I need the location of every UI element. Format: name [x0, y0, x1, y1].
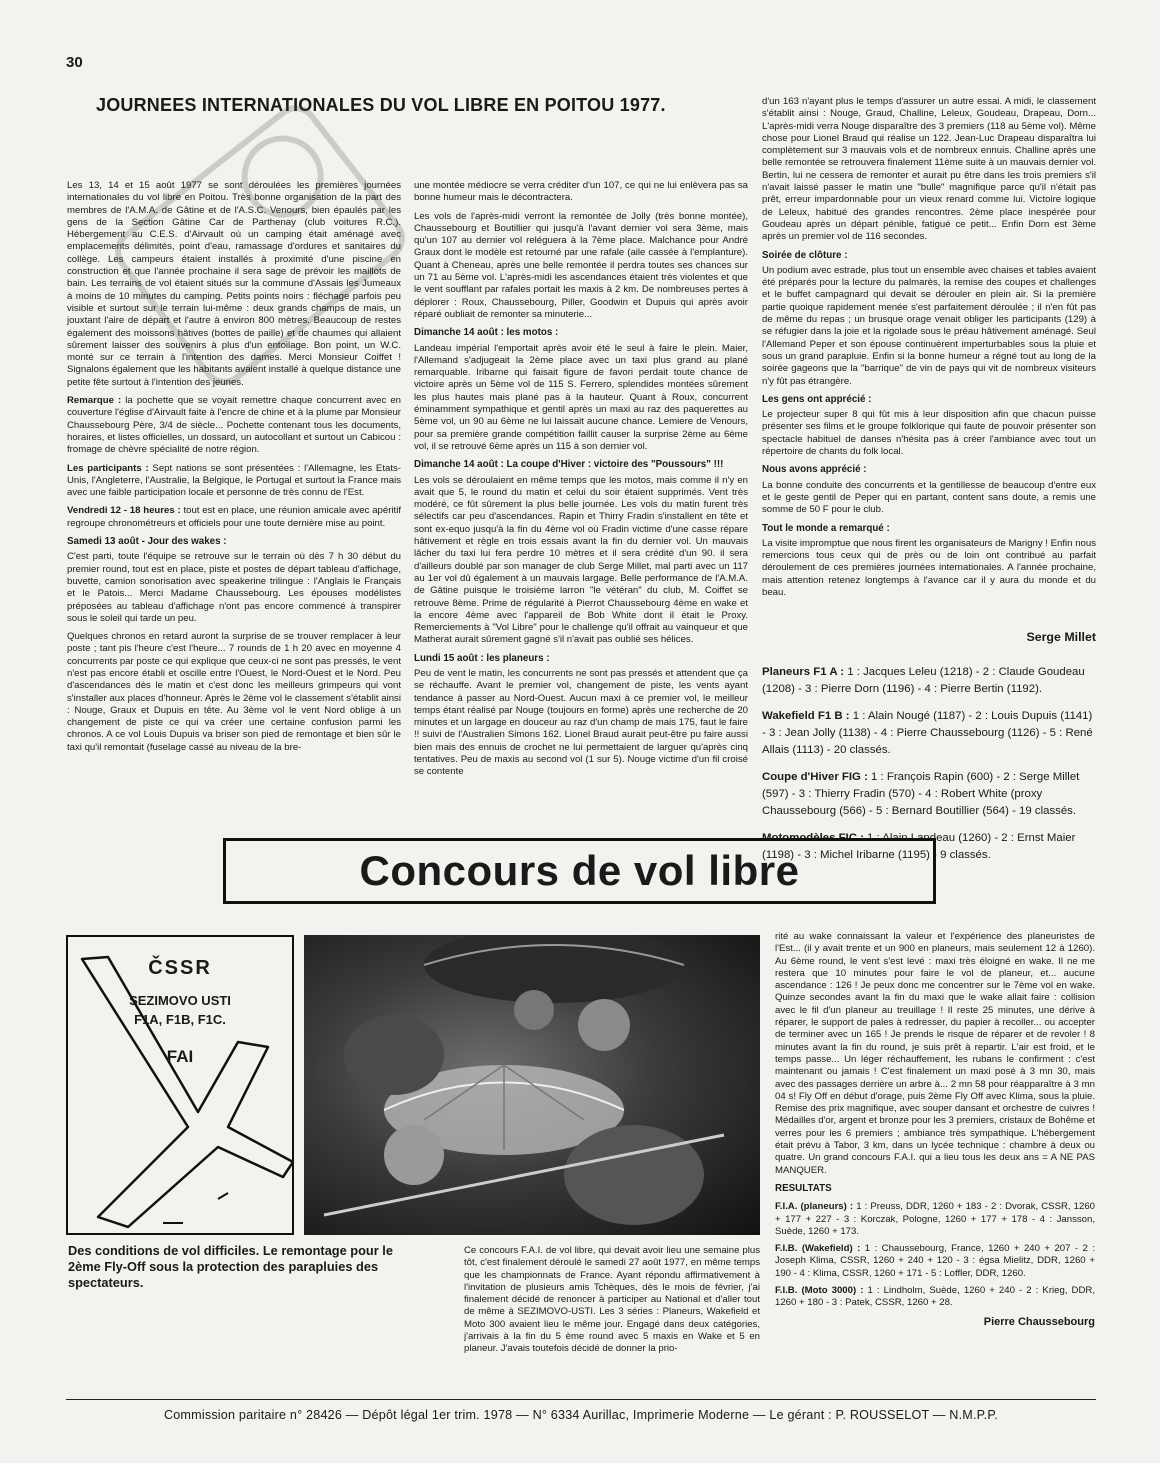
cssr-location: SEZIMOVO USTI [129, 993, 231, 1008]
paragraph: Les vols de l'après-midi verront la remontée de Jolly (très bonne montée), Chaussebourg et Boutillier qui jusqu'à l'avant dernier vol sera 3ème, mais qu'un 107 au dernier vol reléguera à la 7ème place. Malchance pour André Graux dont le modèle est retourné par une rafale (aile cassée à l'emplanture). Quant à Cheneau, après une belle remontée il perdra toutes ses chances sur un 71 au 5ème vol. L'après-midi les ascendances étaient très violentes et que le vent soufflant par rafales portait les maxis à 2 km. De nombreuses pertes à déplorer : Roux, Chaussebourg, Piller, Goodwin et Dupuis qui après avoir réparé oubliait de remonter sa minuterie... [414, 210, 748, 320]
result-category: Wakefield F1 B : [762, 710, 850, 722]
article-column-3 [762, 96, 1096, 596]
author-signature-2: Pierre Chaussebourg [983, 1315, 1095, 1328]
paragraph: Peu de vent le matin, les concurrents ne sont pas pressés et attendent que ça se réchauffe. Avant le premier vol, changement de piste, les vents ayant tendance à passer au Nord-Ouest. Aucun maxi à ce premier vol, le meilleur temps étant réalisé par Nouge (toujours en forme) après une recherche de 20 minutes et un largage en douceur au raz d'un champ de mais 175, faut le faire !! suivi de l'Australien Simons 162. Lionel Braud aurait peut-être pu faire aussi bien mais des ennuis de crochet ne lui permettaient de larguer qu'après cinq tentatives. Peu de maxis au second vol (1 sur 5). Nouge victime d'un fil croisé se contente [414, 667, 748, 778]
page-number: 30 [66, 54, 83, 71]
footer-legal: Commission paritaire n° 28426 — Dépôt légal 1er trim. 1978 — N° 6334 Aurillac, Imprimerie Moderne — Le gérant : P. ROUSSELOT — N.M.P.P. [163, 1408, 999, 1422]
paragraph-label: Remarque : [67, 395, 122, 407]
section-heading: Les gens ont apprécié : [762, 393, 872, 405]
result-category: F.I.B. (Wakefield) : [775, 1243, 861, 1255]
section-heading: Lundi 15 août : les planeurs : [414, 652, 550, 664]
footer-divider [66, 1399, 1096, 1400]
article-title: JOURNEES INTERNATIONALES DU VOL LIBRE EN POITOU 1977. [96, 95, 666, 115]
result-category: Motomodèles FIC : [762, 832, 864, 844]
cssr-article-column-1 [464, 1245, 760, 1380]
section-heading: Tout le monde a remarqué : [762, 522, 890, 534]
section-banner [223, 838, 936, 904]
cssr-results [775, 1183, 1095, 1328]
paragraph: Vendredi 12 - 18 heures : tout est en place, une réunion amicale avec apéritif regroupe chronométreurs et officiels pour une toute dernière mise au point. [67, 505, 401, 529]
paragraph: d'un 163 n'ayant plus le temps d'assurer un autre essai. A midi, le classement s'établit ainsi : Nouge, Graud, Challine, Leleux, Goudeau, Drapeau, Dorn... L'après-midi verra Nouge disparaître des 3 premiers (118 au 5ème vol). Même chose pour Lionel Braud qui réalise un 122. Jean-Luc Drapeau disparaîtra lui complètement sur 3 mauvais vols et de nombreux ennuis. Challine après une belle remontée se retrouvera finalement 11ème suite à un mauvais dernier vol. Bertin, lui ne cessera de remonter et aurait pu être dans les trois premiers s'il n'avait laissé passer le matin une "bulle" magnifique parce qu'il n'était pas prêt, erreur impardonnable pour un vieux renard comme lui. Victoire logique de Leleux, habitué des grandes rencontres. 2ème place inespérée pour Goudeau après un départ pénible, fatigué ce petit... Enfin Dorn est 3ème après un premier vol de 116 secondes. [762, 96, 1096, 243]
section-heading: Soirée de clôture : [762, 249, 848, 261]
section-heading: Nous avons apprécié : [762, 464, 867, 476]
paragraph-label: Les participants : [67, 462, 149, 474]
paragraph: La visite impromptue que nous firent les organisateurs de Marigny ! Enfin nous remercions tous ceux qui de près ou de loin ont contribué au parfait déroulement de ces premières journées internationales. A l'année prochaine, mais attention retenez longtemps à l'avance car il y aura du monde et du beau. [762, 537, 1096, 596]
section-heading: Samedi 13 août - Jour des wakes : [67, 536, 227, 548]
umbrella-crowd-photo-icon [304, 935, 760, 1235]
cssr-categories: F1A, F1B, F1C. [134, 1012, 226, 1027]
paragraph: Le projecteur super 8 qui fût mis à leur disposition afin que chacun puisse présenter ses films et le groupe folklorique qui faute de pouvoir présenter son spectacle habituel de danses n'hésita pas à créer l'ambiance avec tout un répertoire de chants du folk local. [762, 409, 1096, 458]
result-entry: F.I.B. (Wakefield) : 1 : Chaussebourg, France, 1260 + 240 + 207 - 2 : Joseph Klima, CSSR, 1260 + 240 + 120 - 3 : égsa Mielitz, DDR, 1260 + 190 - 4 : Klima, CSSR, 1260 + 171 - 5 : Loffler, DDR, 1260. [775, 1243, 1095, 1279]
article-column-1 [67, 180, 401, 830]
cssr-fai: FAI [166, 1047, 194, 1066]
paragraph: Les participants : Sept nations se sont présentées : l'Allemagne, les Etats-Unis, l'Angleterre, l'Australie, la Belgique, le Portugal et surtout la France mais avec une faible participation locale et personne de très connu de l'Est. [67, 462, 401, 499]
paragraph: La bonne conduite des concurrents et la gentillesse de beaucoup d'entre eux et le geste gentil de Peper qui en partant, content sans doute, a remis une somme de 50 F pour le club. [762, 479, 1096, 516]
section-banner-title: Concours de vol libre [359, 847, 800, 894]
section-heading: Dimanche 14 août : les motos : [414, 327, 559, 339]
results-list [762, 625, 1096, 874]
section-heading: Dimanche 14 août : La coupe d'Hiver : victoire des "Poussours" !!! [414, 459, 724, 471]
result-category: Coupe d'Hiver FIG : [762, 771, 868, 783]
article-column-2 [414, 180, 748, 830]
aircraft-silhouette-icon [68, 937, 294, 1235]
result-entry: Planeurs F1 A : 1 : Jacques Leleu (1218) - 2 : Claude Goudeau (1208) - 3 : Pierre Dorn (1196) - 4 : Pierre Bertin (1192). [762, 666, 1085, 695]
paragraph: Landeau impérial l'emportait après avoir été le seul à faire le plein. Maier, l'Allemand s'adjugeait la 2ème place avec un taxi plus grand au plané remarquable. Iribarne qui faisait figure de favori perdait toute chance de victoire après un 5ème vol de 115 S. Ferrero, splendides montées sûrement les plus hautes mais plané pas à la hauteur. Quant à Roux, concurrent éminamment sympathique et gentil après un maxi au raz des paquerettes au 5ème vol, un 90 au 6ème ne lui laissait aucune chance. Lemiere de Venours, pour sa première grande compétition faillit causer la surprise 2ème au 6ème vol, il se retrouvé 6ème après un 115 à son dernier vol. [414, 342, 748, 452]
result-entry: Motomodèles FIC : 1 : Alain Landeau (1260) - 2 : Ernst Maier (1198) - 3 : Michel Iribarne (1195) - 9 classés. [762, 832, 1076, 861]
paragraph: C'est parti, toute l'équipe se retrouve sur le terrain où dès 7 h 30 début du premier round, tout est en place, piste et postes de départ tableau d'affichage, buvette, camion sonorisation avec speakerine trilingue : l'Anglais le Français et le Patois... Merci Madame Chaussebourg. Les épouses modélistes préposées au tableau d'affichage n'ont pas encore commencé à transpirer sous le soleil qui tarde un peu. [67, 551, 401, 624]
paragraph: Les vols se déroulaient en même temps que les motos, mais comme il n'y en avait que 5, le round du matin et celui du soir étaient supprimés. Vent très modéré, ce fût sûrement la plus belle journée. Les vols du matin furent très sélectifs car peu d'ascendances. Rapin et Thirry Fradin s'installent en tête et sont ex-equo jusqu'à la fin du 4ème vol où Fradin victime d'une casse répare hâtivement et règle en trois essais avant la fin du dernier vol. Un mauvais lâcher du taxi lui fera perdre 10 mètres et il sera crédité d'un 90. il sera d'ailleurs doublé par son manager de club Serge Millet, mal parti avec un 117 au 1er vol dû également à un mauvais largage. Belle performance de l'A.M.A. de Gâtine puisque le troisième larron "le vétéran" du club, M. Coiffet se retrouve 8ème. Prime de régularité à Pierrot Chaussebourg 4ème en wake et la encore 4ème avec l'appareil de Bob White dont il était le Proxy. Remerciements à "Vol Libre" pour le challenge qu'il offrait au vainqueur et que Matherat aurait sûrement gagné s'il n'avait pas oublié ses hélices. [414, 474, 748, 646]
paragraph: rité au wake connaissant la valeur et l'expérience des planeuristes de l'Est... (il y avait trente et un 900 en planeurs, mais seulement 12 à 1260). Au 6ème round, le vent s'est levé : maxi très éloigné en wake. Il ne me restera que 10 minutes pour faire le vol de planeur, et... aucune ascendance : 126 ! Je peux donc me concentrer sur le 7ème vol en wake. Quinze secondes avant la fin du maxi que le wake allait faire : collision avec le fil d'un planeur au treuillage ! Il reste 25 minutes, une dérive à réparer, le support de pales à redresser, du papier à recoller... ou accepter de terminer avec un 165 ! Je prends le risque de réparer et de revoler ! 8 minutes avant la fin du round, je suis prêt à repartir. L'air est froid, et le temps passe... Un léger réchauffement, les rubans le confirment : c'est maintenant ou jamais ! C'est finalement un maxi posé à 3 mn 30, mais avec des passages derrière un arbre à... 2 mn 58 pour réapparaître à 3 mn 04 s! Fly Off en début d'orage, puis 2ème Fly Off avec Klima, sous la pluie. Remise des prix magnifique, avec souper dansant et orchestre de cuivres ! Médailles d'or, argent et bronze pour les 3 premiers, cristaux de Bohême et verres pour les 6 premiers ; ambiance très sympathique. L'hébergement était prévu à Tabor, 3 km, dans un lycée technique : chambre à deux ou quatre. Un grand concours F.A.I. qui a lieu tous les deux ans = A NE PAS MANQUER. [775, 931, 1095, 1176]
result-entry: F.I.A. (planeurs) : 1 : Preuss, DDR, 1260 + 183 - 2 : Dvorak, CSSR, 1260 + 177 + 227 - 3 : Korczak, Pologne, 1260 + 177 + 178 - 4 : Jansson, Suède, 1260 + 173. [775, 1201, 1095, 1237]
result-category: F.I.A. (planeurs) : [775, 1201, 854, 1213]
cssr-country: ČSSR [148, 957, 212, 979]
cssr-article-column-2 [775, 931, 1095, 1351]
event-photo [304, 935, 760, 1235]
results-heading: RESULTATS [775, 1182, 832, 1194]
result-category: Planeurs F1 A : [762, 666, 845, 678]
paragraph: Remarque : la pochette que se voyait remettre chaque concurrent avec en couverture l'église d'Airvault faite à l'encre de chine et à la plume par Monsieur Chaussebourg Père, 3/4 de siècle... Pochette contenant tous les documents, horaires, et listes officielles, un dossard, un autocollant et surtout un Cabicou : fromage de chèvre spécialité de notre région. [67, 395, 401, 456]
cssr-emblem [66, 935, 294, 1235]
paragraph: Les 13, 14 et 15 août 1977 se sont déroulées les premières journées internationales du vol libre en Poitou. Très bonne organisation de la part des membres de l'A.M.A. de Gâtine et de l'A.S.C. Venours, bien épaulés par les gens de la Section Gâtine Car de Parthenay (club voitures R.C.). Hébergement au C.E.S. d'Airvault où un camping était aménagé avec emplacements délimités, point d'eau, ramassage d'ordures et sanitaires du collège. Les campeurs étaient installés à proximité d'une piscine en construction et que l'année prochaine il sera sage de prévoir les maillots de bain. Les terrains de vol étaient situés sur la commune d'Assais les Jumeaux à moins de 10 minutes du camping. Petits points noirs : fléchage parfois peu visible et surtout sur le terrain lui-même : deux grands champs de mais, un jouxtant l'aire de départ et l'autre à environ 800 mètres. Beaucoup de restes également des moissons hâtives (bottes de paille) et de chaumes qui allaient sûrement laisser des souvenirs à plus d'un entoilage. Bon point, un W.C. monté sur ce terrain à l'intention des dames. Merci Monsieur Coiffet ! Signalons également que les habitants avaient installé à quelque distance une petite fête surtout à l'intention des jeunes. [67, 180, 401, 388]
result-entry: F.I.B. (Moto 3000) : 1 : Lindholm, Suède, 1260 + 240 - 2 : Krieg, DDR, 1260 + 180 - 3 : Patek, CSSR, 1260 + 28. [775, 1285, 1095, 1309]
result-category: F.I.B. (Moto 3000) : [775, 1285, 864, 1297]
author-signature: Serge Millet [1026, 630, 1096, 644]
result-entry: Coupe d'Hiver FIG : 1 : François Rapin (600) - 2 : Serge Millet (597) - 3 : Thierry Fradin (570) - 4 : Robert White (proxy Chaussebourg (566) - 5 : Bernard Boutillier (564) - 19 classés. [762, 771, 1080, 817]
paragraph: une montée médiocre se verra créditer d'un 107, ce qui ne lui enlèvera pas sa bonne humeur mais le décontractera. [414, 180, 748, 204]
paragraph-label: Vendredi 12 - 18 heures : [67, 505, 181, 517]
result-entry: Wakefield F1 B : 1 : Alain Nougé (1187) - 2 : Louis Dupuis (1141) - 3 : Jean Jolly (1138) - 4 : Pierre Chaussebourg (1126) - 5 : René Allais (1113) - 20 classés. [762, 710, 1093, 756]
paragraph: Ce concours F.A.I. de vol libre, qui devait avoir lieu une semaine plus tôt, c'est finalement déroulé le samedi 27 août 1977, en même temps que les championnats de France. Ayant répondu affirmativement à l'invitation de plusieurs amis Tchèques, dès le mois de février, j'ai finalement décidé de renoncer à participer au National et d'aller tout de même à SEZIMOVO-USTI. Les 3 séries : Planeurs, Wakefield et Moto 300 avaient lieu le même jour. Engagé dans deux catégories, j'arrivais à la fin du 5 ème round avec 5 maxis en Wake et 5 en planeur. J'avais toutefois décidé de donner la prio- [464, 1245, 760, 1355]
photo-caption: Des conditions de vol difficiles. Le remontage pour le 2ème Fly-Off sous la protection des parapluies des spectateurs. [68, 1243, 393, 1290]
paragraph: Un podium avec estrade, plus tout un ensemble avec chaises et tables avaient été préparés pour la lecture du palmarès, la remise des coupes et challenges et le buffet campagnard qui devait se dérouler en plein air. Si la première partie quoique rapidement menée s'est parfaitement déroulée ; il n'en fût pas de même du repas ; un brusque orage venait obliger les participants (129) à se réfugier dans la joie et la rigolade sous le préau hâtivement aménagé. Seul l'Allemand Peper et son épouse continuèrent imperturbables sous la pluie et sous un grand parapluie. Enfin si la bonne humeur a régné tout au long de la soirée gageons que la "barrique" de vin de pays qui vit de nombreux visiteurs n'y fût pas étrangère. [762, 264, 1096, 387]
paragraph: Quelques chronos en retard auront la surprise de se trouver remplacer à leur poste ; tant pis l'heure c'est l'heure... 7 rounds de 1 h 20 avec en moyenne 4 concurrents par poste ce qui explique que ceux-ci ne sont pas pressés, le vent n'est pas encore établi et oscille entre l'Ouest, le Nord-Ouest et le Nord. Peu d'ascendances dès le matin et c'est donc les meilleurs grimpeurs qui vont s'installer aux places d'honneur. Après le 2ème vol le classement s'établit ainsi : Nouge, Graux et Dupuis en tête. Au 3ème vol le vent Nord oblige à un changement de piste ce qui va créer une certaine confusion parmi les chronos. A ce vol Louis Dupuis va briser son pied de remontage et bien sûr le taxi qu'il remontait (fuselage cassé au niveau de la bre- [67, 631, 401, 753]
